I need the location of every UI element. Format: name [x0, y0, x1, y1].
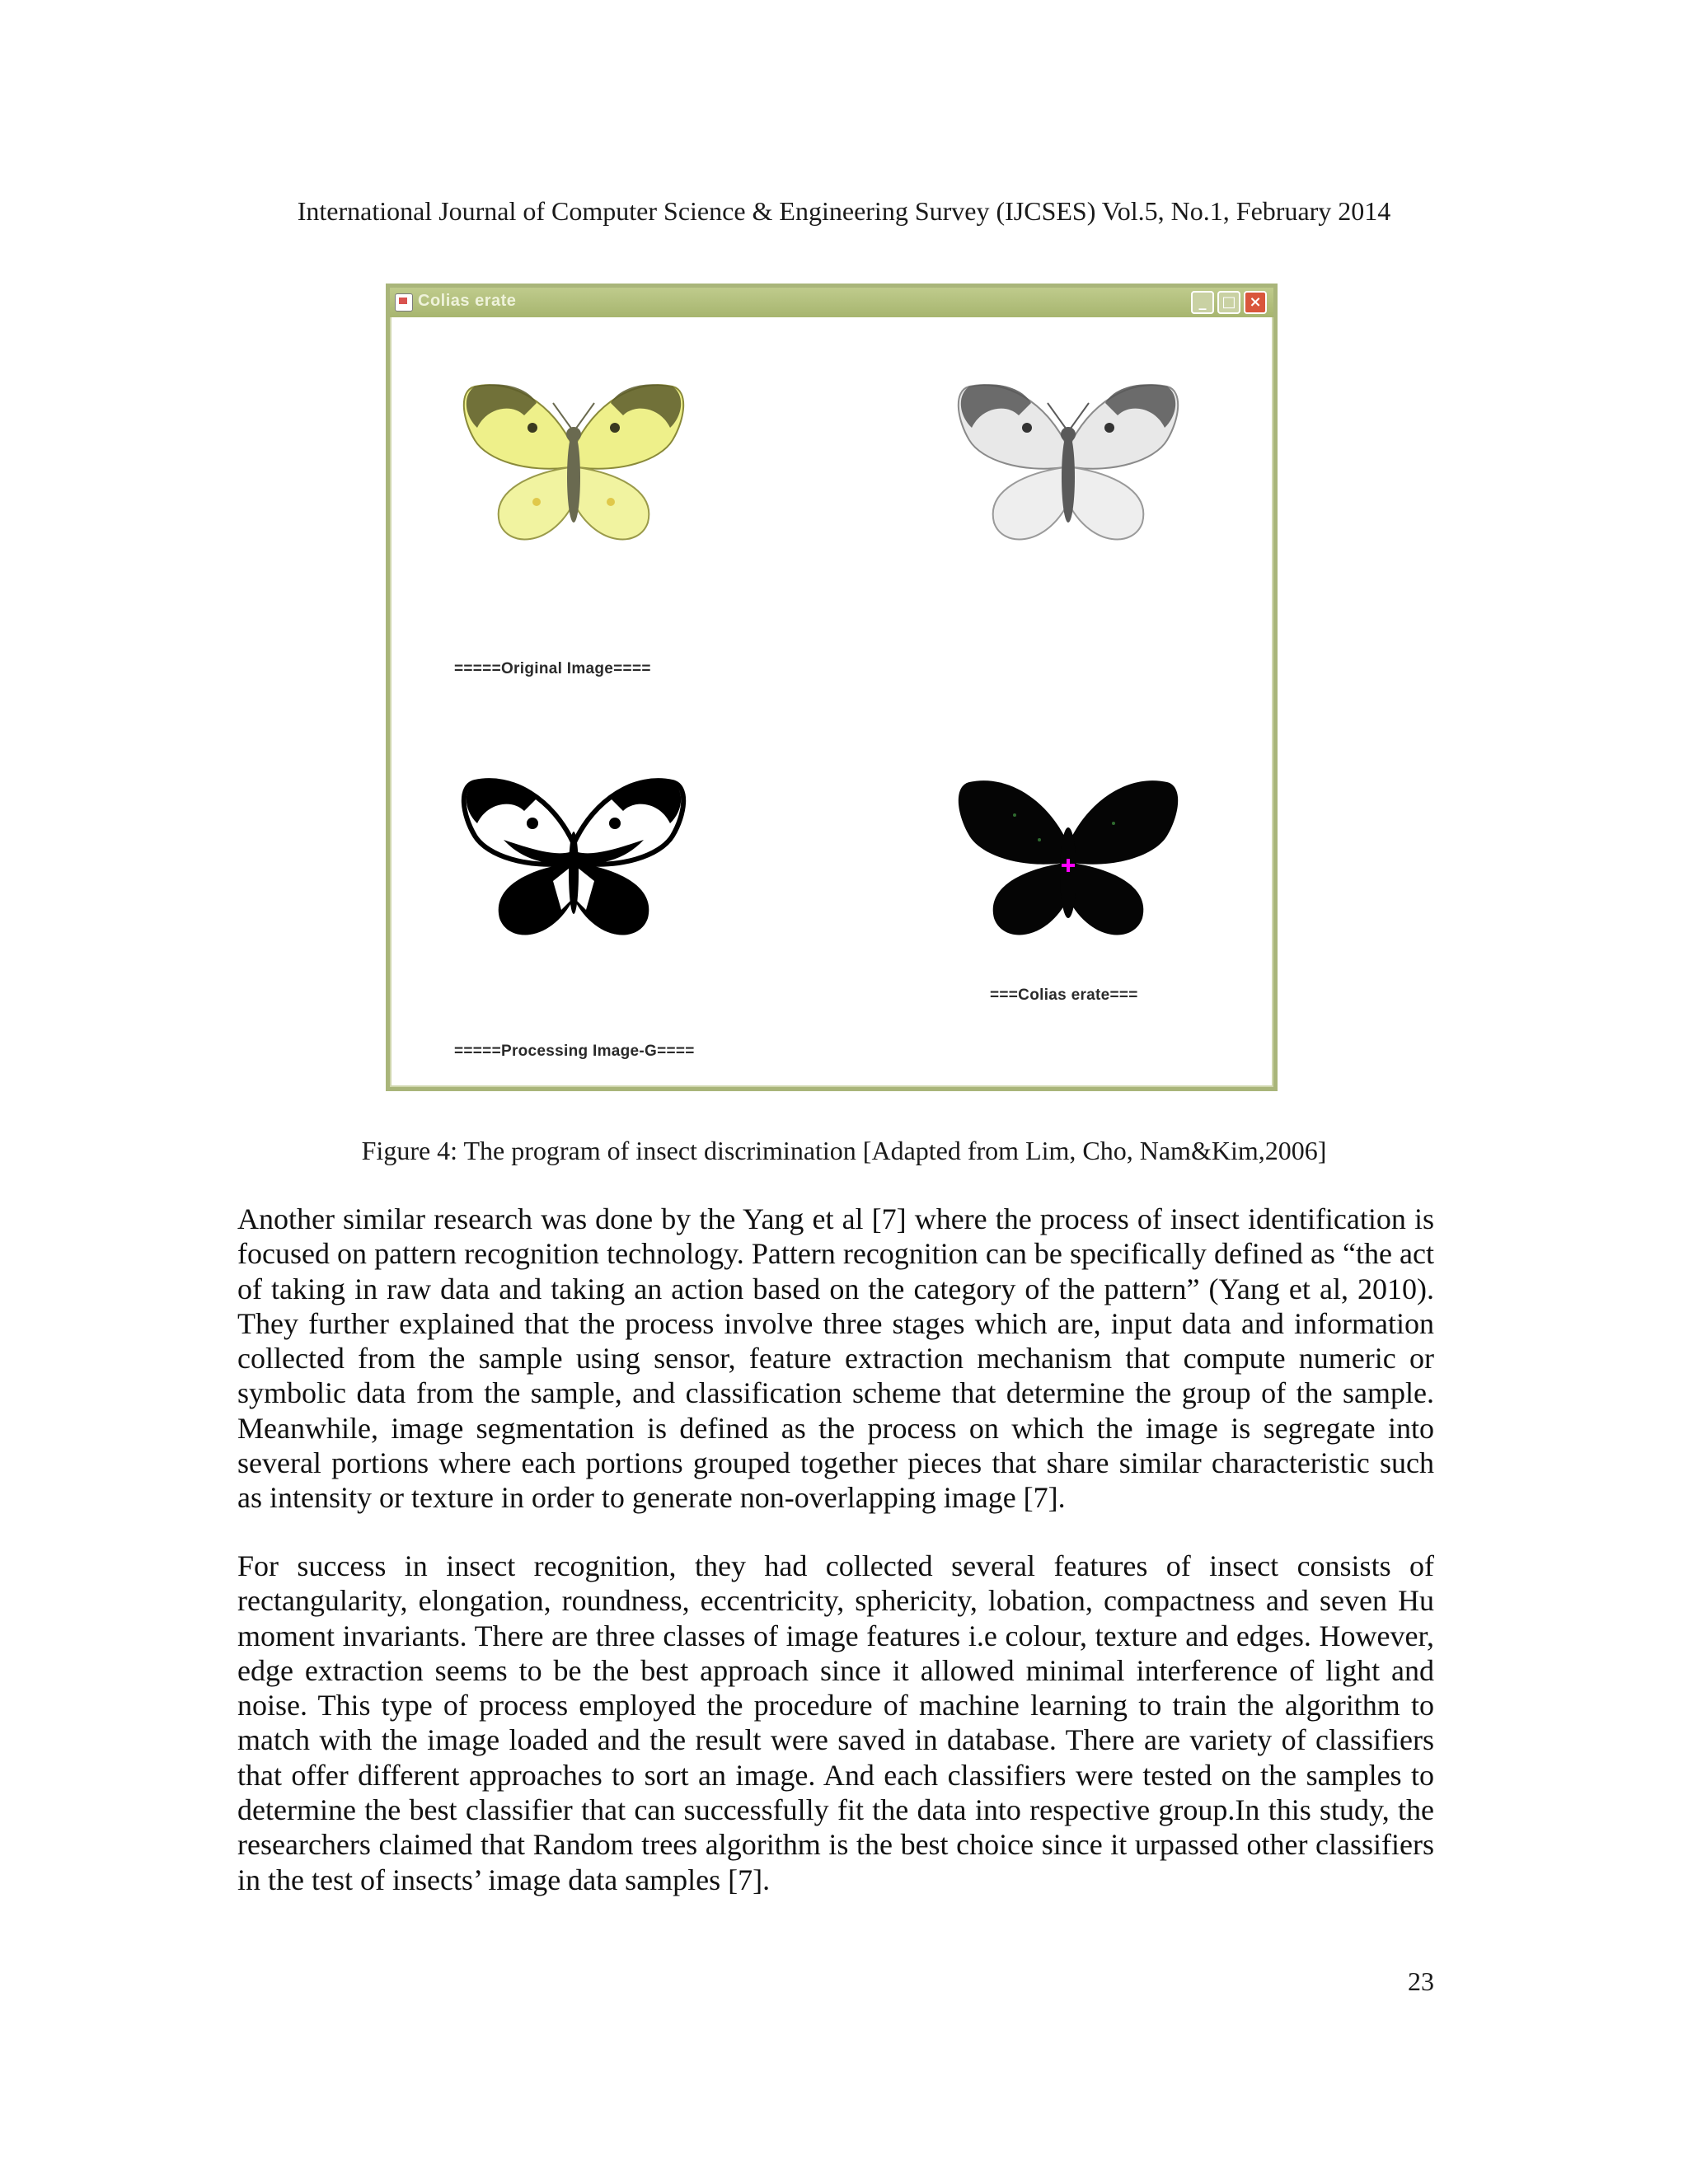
minimize-button[interactable]: _: [1191, 291, 1214, 314]
window-titlebar[interactable]: [390, 288, 1273, 317]
original-butterfly-image: [454, 370, 693, 560]
result-label: ===Colias erate===: [990, 987, 1138, 1004]
original-image-label: =====Original Image====: [454, 660, 651, 677]
figure-window: [386, 284, 1278, 1091]
window-title: Colias erate: [418, 292, 517, 310]
maximize-button[interactable]: □: [1217, 291, 1240, 314]
page-number: 23: [1408, 1966, 1434, 1996]
app-icon: [395, 293, 413, 312]
body-paragraph: Another similar research was done by the Yang et al [7] where the process of insect identification is focused on pattern recognition technology. Pattern recognition can be specifically defined as “the act of taking in raw data and taking an action based on the category of the pattern” (Yang et al, 2010). They further explained that the process involve three stages which are, input data and information collected from the sample using sensor, feature extraction mechanism that compute numeric or symbolic data from the sample, and classification scheme that determine the group of the sample. Meanwhile, image segmentation is defined as the process on which the image is segregate into several portions where each portions grouped together pieces that share similar characteristic such as intensity or texture in order to generate non-overlapping image [7].: [237, 1202, 1434, 1515]
processing-image-label: =====Processing Image-G====: [454, 1043, 695, 1060]
close-button[interactable]: ×: [1244, 291, 1267, 314]
figure-caption: Figure 4: The program of insect discrimination [Adapted from Lim, Cho, Nam&Kim,2006]: [361, 1136, 1327, 1165]
grayscale-butterfly-image: [949, 370, 1188, 560]
body-paragraph: For success in insect recognition, they had collected several features of insect consists of rectangularity, elongation, roundness, eccentricity, sphericity, lobation, compactness and seven Hu moment invariants. There are three classes of image features i.e colour, texture and edges. However, edge extraction seems to be the best approach since it allowed minimal interference of light and noise. This type of process employed the procedure of machine learning to train the algorithm to match with the image loaded and the result were saved in database. There are variety of classifiers that offer different approaches to sort an image. And each classifiers were tested on the samples to determine the best classifier that can successfully fit the data into respective group.In this study, the researchers claimed that Random trees algorithm is the best choice since it urpassed other classifiers in the test of insects’ image data samples [7].: [237, 1549, 1434, 1896]
processing-butterfly-image: [454, 766, 693, 955]
silhouette-butterfly-image: [949, 766, 1188, 955]
journal-header: International Journal of Computer Science & Engineering Survey (IJCSES) Vol.5, No.1, February 2014: [297, 196, 1391, 226]
